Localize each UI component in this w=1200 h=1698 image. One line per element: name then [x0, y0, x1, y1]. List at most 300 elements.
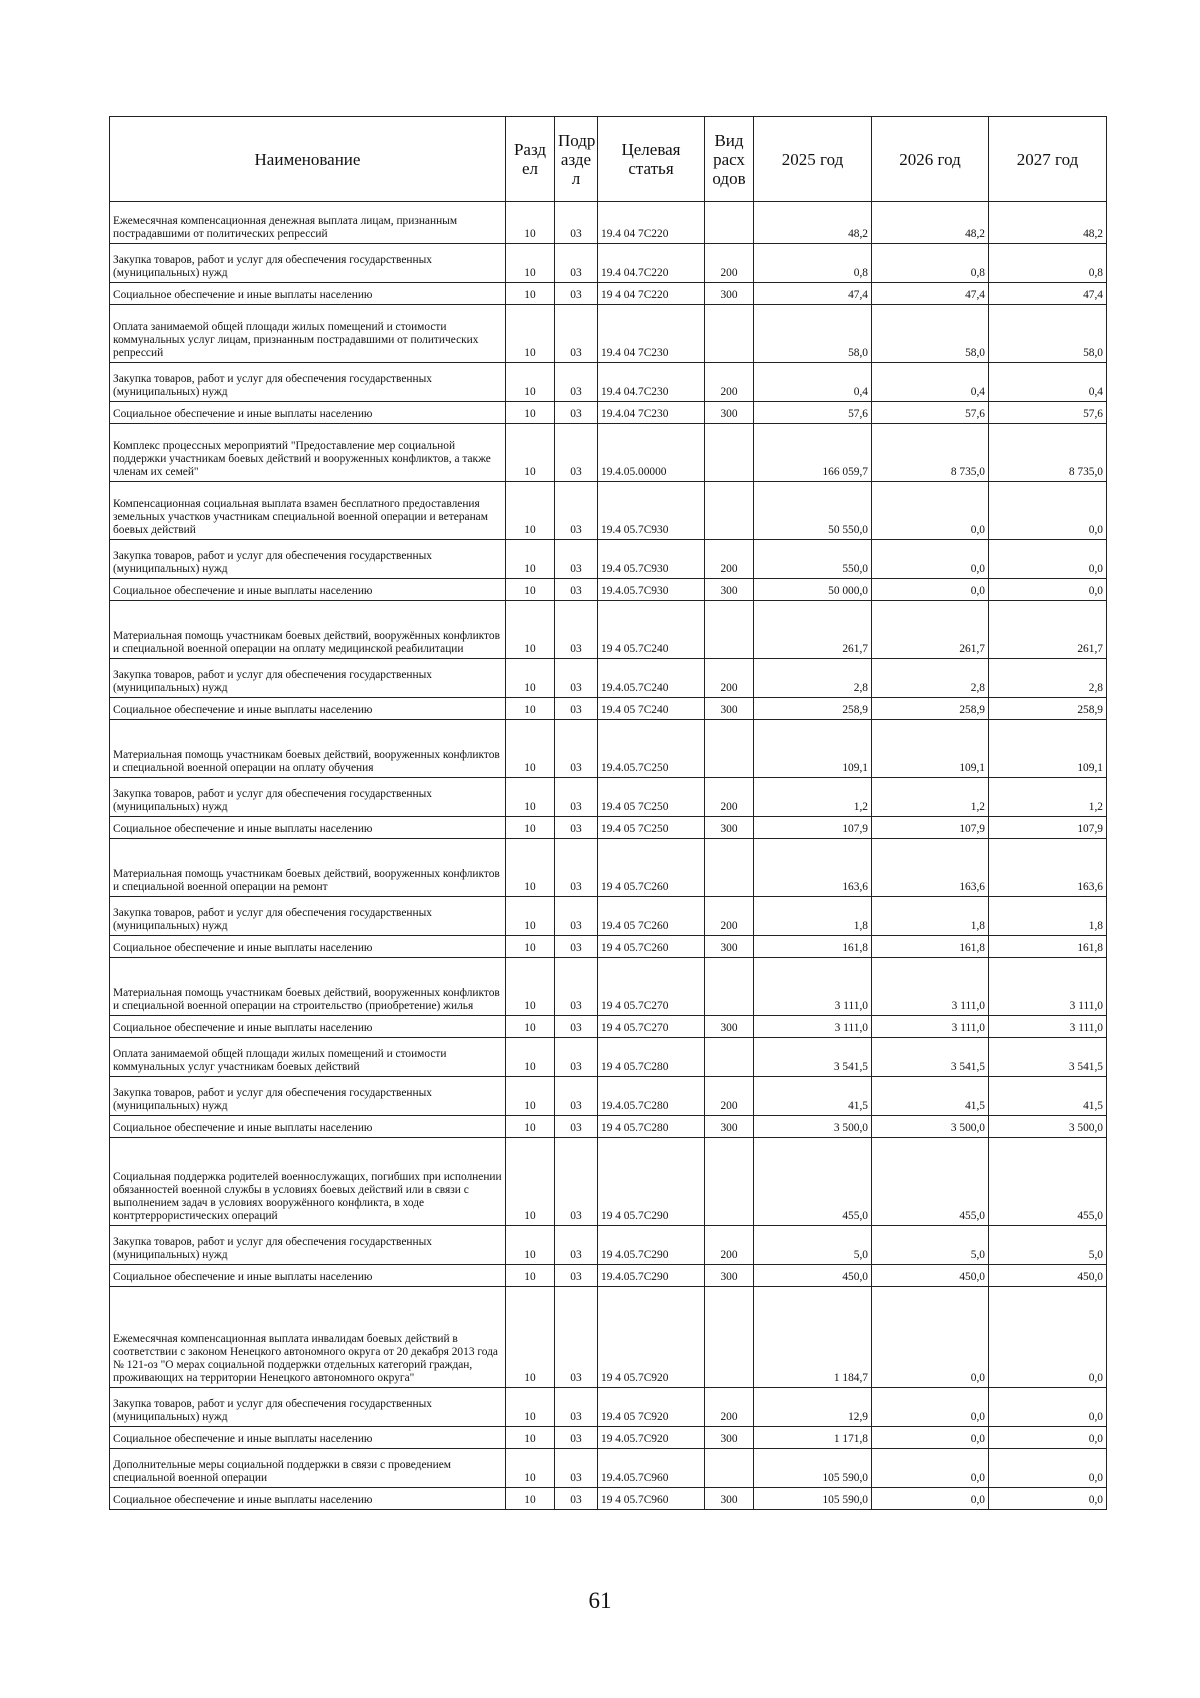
table-cell-section: 10: [506, 363, 555, 402]
table-row: [110, 482, 1107, 540]
table-cell-name: Социальное обеспечение и иные выплаты населению: [110, 1488, 506, 1510]
table-cell-target-article: 19 4 05.7С280: [598, 1038, 705, 1077]
table-cell-expense-type: 200: [705, 540, 754, 579]
table-cell-2025: 455,0: [754, 1138, 872, 1226]
table-row: [110, 202, 1107, 244]
table-row: [110, 659, 1107, 698]
header-subsection: Подр азде л: [555, 117, 598, 202]
table-cell-2026: 3 541,5: [872, 1038, 989, 1077]
table-cell-expense-type: 300: [705, 283, 754, 305]
table-cell-name: Закупка товаров, работ и услуг для обеспечения государственных (муниципальных) нужд: [110, 1388, 506, 1427]
table-cell-subsection: 03: [555, 1226, 598, 1265]
table-cell-2026: 0,0: [872, 1427, 989, 1449]
table-cell-2026: 8 735,0: [872, 424, 989, 482]
table-cell-expense-type: 200: [705, 778, 754, 817]
table-cell-2025: 0,4: [754, 363, 872, 402]
table-cell-expense-type: [705, 1138, 754, 1226]
table-cell-section: 10: [506, 402, 555, 424]
table-cell-subsection: 03: [555, 778, 598, 817]
table-cell-target-article: 19.4.05.7С290: [598, 1265, 705, 1287]
table-cell-subsection: 03: [555, 244, 598, 283]
table-cell-2027: 2,8: [989, 659, 1107, 698]
table-row: [110, 1449, 1107, 1488]
table-cell-section: 10: [506, 659, 555, 698]
table-cell-section: 10: [506, 1449, 555, 1488]
table-cell-section: 10: [506, 839, 555, 897]
table-cell-subsection: 03: [555, 1488, 598, 1510]
table-cell-name: Закупка товаров, работ и услуг для обеспечения государственных (муниципальных) нужд: [110, 897, 506, 936]
table-cell-target-article: 19.4.05.7С250: [598, 720, 705, 778]
table-cell-expense-type: [705, 482, 754, 540]
table-cell-name: Материальная помощь участникам боевых действий, вооружённых конфликтов и специальной военной операции на оплату медицинской реабилитации: [110, 601, 506, 659]
table-cell-section: 10: [506, 540, 555, 579]
table-cell-name: Оплата занимаемой общей площади жилых помещений и стоимости коммунальных услуг участникам боевых действий: [110, 1038, 506, 1077]
table-cell-subsection: 03: [555, 1449, 598, 1488]
header-expense-type: Вид расх одов: [705, 117, 754, 202]
table-cell-2026: 2,8: [872, 659, 989, 698]
table-cell-name: Социальная поддержка родителей военнослужащих, погибших при исполнении обязанностей военной службы в условиях боевых действий или в связи с выполнением задач в условиях вооружённого конфликта, в ходе контртеррористических операций: [110, 1138, 506, 1226]
table-cell-name: Оплата занимаемой общей площади жилых помещений и стоимости коммунальных услуг лицам, признанным пострадавшими от политических репрессий: [110, 305, 506, 363]
table-row: [110, 283, 1107, 305]
table-cell-2027: 3 541,5: [989, 1038, 1107, 1077]
header-target-article: Целевая статья: [598, 117, 705, 202]
table-cell-target-article: 19.4 05 7С250: [598, 778, 705, 817]
table-cell-expense-type: 300: [705, 817, 754, 839]
table-cell-section: 10: [506, 1226, 555, 1265]
table-cell-subsection: 03: [555, 424, 598, 482]
table-cell-name: Социальное обеспечение и иные выплаты населению: [110, 283, 506, 305]
table-cell-2027: 0,0: [989, 579, 1107, 601]
table-cell-2026: 455,0: [872, 1138, 989, 1226]
table-cell-expense-type: [705, 424, 754, 482]
table-cell-2027: 8 735,0: [989, 424, 1107, 482]
table-cell-2025: 3 500,0: [754, 1116, 872, 1138]
table-cell-2025: 105 590,0: [754, 1488, 872, 1510]
table-row: [110, 1116, 1107, 1138]
table-cell-target-article: 19 4 05.7С240: [598, 601, 705, 659]
table-cell-subsection: 03: [555, 897, 598, 936]
header-name: Наименование: [110, 117, 506, 202]
table-cell-2026: 3 111,0: [872, 1016, 989, 1038]
table-cell-subsection: 03: [555, 283, 598, 305]
table-cell-subsection: 03: [555, 1427, 598, 1449]
table-cell-target-article: 19.4 04 7С220: [598, 202, 705, 244]
table-cell-2027: 3 111,0: [989, 958, 1107, 1016]
table-cell-2025: 166 059,7: [754, 424, 872, 482]
table-cell-section: 10: [506, 958, 555, 1016]
table-cell-name: Социальное обеспечение и иные выплаты населению: [110, 1265, 506, 1287]
table-cell-2027: 261,7: [989, 601, 1107, 659]
table-cell-name: Социальное обеспечение и иные выплаты населению: [110, 402, 506, 424]
table-cell-target-article: 19.4.05.7С240: [598, 659, 705, 698]
table-cell-2027: 107,9: [989, 817, 1107, 839]
table-cell-2026: 0,0: [872, 540, 989, 579]
table-cell-name: Дополнительные меры социальной поддержки в связи с проведением специальной военной операции: [110, 1449, 506, 1488]
table-cell-target-article: 19 4 05.7С270: [598, 958, 705, 1016]
table-cell-section: 10: [506, 1488, 555, 1510]
table-cell-name: Закупка товаров, работ и услуг для обеспечения государственных (муниципальных) нужд: [110, 1077, 506, 1116]
table-row: [110, 958, 1107, 1016]
table-row: [110, 936, 1107, 958]
table-cell-section: 10: [506, 1427, 555, 1449]
table-cell-2027: 161,8: [989, 936, 1107, 958]
table-cell-2027: 3 500,0: [989, 1116, 1107, 1138]
table-cell-2026: 0,0: [872, 1388, 989, 1427]
table-cell-2025: 12,9: [754, 1388, 872, 1427]
table-cell-section: 10: [506, 579, 555, 601]
table-cell-target-article: 19.4 05 7С250: [598, 817, 705, 839]
table-row: [110, 778, 1107, 817]
table-cell-2027: 0,0: [989, 540, 1107, 579]
table-cell-2027: 0,0: [989, 1388, 1107, 1427]
table-cell-2026: 3 111,0: [872, 958, 989, 1016]
table-cell-2025: 3 111,0: [754, 1016, 872, 1038]
table-cell-2025: 48,2: [754, 202, 872, 244]
table-cell-section: 10: [506, 1016, 555, 1038]
table-cell-name: Материальная помощь участникам боевых действий, вооруженных конфликтов и специальной военной операции на строительство (приобретение) жилья: [110, 958, 506, 1016]
table-cell-2025: 107,9: [754, 817, 872, 839]
table-cell-2025: 3 541,5: [754, 1038, 872, 1077]
table-cell-2025: 1 184,7: [754, 1287, 872, 1388]
table-cell-name: Социальное обеспечение и иные выплаты населению: [110, 1427, 506, 1449]
table-cell-2027: 48,2: [989, 202, 1107, 244]
table-cell-2026: 163,6: [872, 839, 989, 897]
table-cell-subsection: 03: [555, 363, 598, 402]
table-cell-2025: 1,8: [754, 897, 872, 936]
table-cell-2027: 3 111,0: [989, 1016, 1107, 1038]
table-cell-expense-type: 300: [705, 1016, 754, 1038]
table-cell-target-article: 19 4.05.7С290: [598, 1226, 705, 1265]
table-cell-name: Компенсационная социальная выплата взамен бесплатного предоставления земельных участков участникам специальной военной операции и ветеранам боевых действий: [110, 482, 506, 540]
table-row: [110, 1016, 1107, 1038]
table-cell-2025: 105 590,0: [754, 1449, 872, 1488]
table-cell-expense-type: [705, 1287, 754, 1388]
table-cell-subsection: 03: [555, 1077, 598, 1116]
table-cell-section: 10: [506, 305, 555, 363]
table-cell-expense-type: [705, 1038, 754, 1077]
table-cell-subsection: 03: [555, 482, 598, 540]
table-cell-2027: 1,2: [989, 778, 1107, 817]
table-row: [110, 305, 1107, 363]
table-cell-2026: 258,9: [872, 698, 989, 720]
table-row: [110, 424, 1107, 482]
table-cell-name: Социальное обеспечение и иные выплаты населению: [110, 1016, 506, 1038]
table-cell-section: 10: [506, 1388, 555, 1427]
table-cell-expense-type: [705, 958, 754, 1016]
table-cell-subsection: 03: [555, 402, 598, 424]
table-cell-name: Материальная помощь участникам боевых действий, вооруженных конфликтов и специальной военной операции на ремонт: [110, 839, 506, 897]
table-cell-2025: 450,0: [754, 1265, 872, 1287]
table-cell-expense-type: 300: [705, 1265, 754, 1287]
table-cell-name: Материальная помощь участникам боевых действий, вооруженных конфликтов и специальной военной операции на оплату обучения: [110, 720, 506, 778]
table-cell-section: 10: [506, 482, 555, 540]
table-cell-target-article: 19.4 05 7С240: [598, 698, 705, 720]
table-cell-2027: 455,0: [989, 1138, 1107, 1226]
table-cell-target-article: 19 4 05.7С280: [598, 1116, 705, 1138]
table-cell-2027: 5,0: [989, 1226, 1107, 1265]
table-cell-target-article: 19 4 05.7С960: [598, 1488, 705, 1510]
table-cell-2025: 41,5: [754, 1077, 872, 1116]
table-cell-2026: 161,8: [872, 936, 989, 958]
table-cell-expense-type: 200: [705, 1226, 754, 1265]
table-cell-expense-type: 300: [705, 402, 754, 424]
table-row: [110, 1427, 1107, 1449]
table-cell-2027: 258,9: [989, 698, 1107, 720]
page-number: 61: [588, 1588, 612, 1613]
table-cell-expense-type: [705, 601, 754, 659]
table-cell-target-article: 19 4 05.7С260: [598, 839, 705, 897]
table-cell-2025: 261,7: [754, 601, 872, 659]
table-cell-2026: 0,4: [872, 363, 989, 402]
table-cell-section: 10: [506, 1287, 555, 1388]
table-cell-2027: 1,8: [989, 897, 1107, 936]
table-cell-2025: 0,8: [754, 244, 872, 283]
table-cell-name: Закупка товаров, работ и услуг для обеспечения государственных (муниципальных) нужд: [110, 1226, 506, 1265]
table-row: [110, 363, 1107, 402]
table-cell-2025: 109,1: [754, 720, 872, 778]
table-cell-name: Социальное обеспечение и иные выплаты населению: [110, 698, 506, 720]
table-cell-subsection: 03: [555, 936, 598, 958]
table-cell-subsection: 03: [555, 659, 598, 698]
table-cell-2026: 3 500,0: [872, 1116, 989, 1138]
table-row: [110, 402, 1107, 424]
table-cell-2026: 261,7: [872, 601, 989, 659]
table-cell-target-article: 19.4 04.7С220: [598, 244, 705, 283]
table-cell-2026: 41,5: [872, 1077, 989, 1116]
table-cell-2025: 258,9: [754, 698, 872, 720]
table-cell-subsection: 03: [555, 305, 598, 363]
table-cell-subsection: 03: [555, 1287, 598, 1388]
table-cell-2026: 0,0: [872, 1488, 989, 1510]
table-cell-subsection: 03: [555, 601, 598, 659]
table-cell-2025: 57,6: [754, 402, 872, 424]
table-cell-target-article: 19.4.05.7С930: [598, 579, 705, 601]
table-row: [110, 1287, 1107, 1388]
table-cell-section: 10: [506, 283, 555, 305]
table-cell-2026: 0,8: [872, 244, 989, 283]
table-cell-target-article: 19 4 05.7С260: [598, 936, 705, 958]
table-cell-target-article: 19.4.05.7С280: [598, 1077, 705, 1116]
table-cell-name: Ежемесячная компенсационная выплата инвалидам боевых действий в соответствии с законом Ненецкого автономного округа от 20 декабря 2013 года № 121-оз "О мерах социальной поддержки отдельных категорий граждан, проживающих на территории Ненецкого автономного округа": [110, 1287, 506, 1388]
table-cell-section: 10: [506, 1116, 555, 1138]
table-cell-2026: 5,0: [872, 1226, 989, 1265]
table-cell-2025: 161,8: [754, 936, 872, 958]
table-cell-section: 10: [506, 601, 555, 659]
table-cell-2027: 0,0: [989, 482, 1107, 540]
table-cell-expense-type: 300: [705, 1116, 754, 1138]
table-cell-2025: 50 550,0: [754, 482, 872, 540]
table-row: [110, 817, 1107, 839]
table-cell-2027: 0,0: [989, 1287, 1107, 1388]
table-cell-2025: 1 171,8: [754, 1427, 872, 1449]
table-cell-2025: 1,2: [754, 778, 872, 817]
table-row: [110, 1265, 1107, 1287]
table-cell-2027: 0,8: [989, 244, 1107, 283]
table-cell-expense-type: 200: [705, 1388, 754, 1427]
table-cell-name: Закупка товаров, работ и услуг для обеспечения государственных (муниципальных) нужд: [110, 778, 506, 817]
table-cell-2025: 47,4: [754, 283, 872, 305]
table-row: [110, 1138, 1107, 1226]
table-cell-2027: 0,0: [989, 1427, 1107, 1449]
budget-table-page: [109, 116, 1106, 1510]
table-cell-2027: 0,0: [989, 1449, 1107, 1488]
table-row: [110, 540, 1107, 579]
table-cell-expense-type: [705, 1449, 754, 1488]
table-row: [110, 698, 1107, 720]
table-cell-target-article: 19.4 04.7С230: [598, 363, 705, 402]
table-cell-2025: 2,8: [754, 659, 872, 698]
table-cell-2025: 50 000,0: [754, 579, 872, 601]
table-cell-name: Ежемесячная компенсационная денежная выплата лицам, признанным пострадавшими от политических репрессий: [110, 202, 506, 244]
table-cell-section: 10: [506, 1265, 555, 1287]
table-cell-target-article: 19.4.04 7С230: [598, 402, 705, 424]
table-cell-expense-type: 200: [705, 244, 754, 283]
table-cell-section: 10: [506, 202, 555, 244]
table-cell-section: 10: [506, 1138, 555, 1226]
header-year-2026: 2026 год: [872, 117, 989, 202]
table-cell-2026: 57,6: [872, 402, 989, 424]
table-cell-subsection: 03: [555, 1265, 598, 1287]
table-cell-2026: 58,0: [872, 305, 989, 363]
table-cell-section: 10: [506, 244, 555, 283]
table-row: [110, 897, 1107, 936]
header-section: Разд ел: [506, 117, 555, 202]
table-cell-2027: 58,0: [989, 305, 1107, 363]
table-cell-target-article: 19.4 04 7С230: [598, 305, 705, 363]
table-cell-expense-type: [705, 305, 754, 363]
table-cell-section: 10: [506, 936, 555, 958]
table-cell-expense-type: [705, 839, 754, 897]
table-cell-subsection: 03: [555, 1116, 598, 1138]
table-cell-expense-type: 300: [705, 936, 754, 958]
table-cell-expense-type: 200: [705, 363, 754, 402]
table-cell-2025: 3 111,0: [754, 958, 872, 1016]
table-cell-expense-type: 300: [705, 698, 754, 720]
table-cell-section: 10: [506, 897, 555, 936]
table-cell-subsection: 03: [555, 202, 598, 244]
table-cell-target-article: 19 4 04 7С220: [598, 283, 705, 305]
table-cell-subsection: 03: [555, 540, 598, 579]
header-year-2027: 2027 год: [989, 117, 1107, 202]
header-year-2025: 2025 год: [754, 117, 872, 202]
table-row: [110, 839, 1107, 897]
table-cell-subsection: 03: [555, 720, 598, 778]
table-row: [110, 1077, 1107, 1116]
table-cell-2026: 47,4: [872, 283, 989, 305]
table-body: [110, 202, 1107, 1510]
table-cell-target-article: 19.4 05.7С930: [598, 482, 705, 540]
table-row: [110, 1038, 1107, 1077]
table-cell-2027: 450,0: [989, 1265, 1107, 1287]
table-cell-name: Социальное обеспечение и иные выплаты населению: [110, 817, 506, 839]
table-cell-2027: 0,4: [989, 363, 1107, 402]
table-cell-2025: 163,6: [754, 839, 872, 897]
table-cell-name: Социальное обеспечение и иные выплаты населению: [110, 936, 506, 958]
table-cell-2026: 1,8: [872, 897, 989, 936]
table-cell-section: 10: [506, 778, 555, 817]
table-cell-2027: 109,1: [989, 720, 1107, 778]
table-cell-subsection: 03: [555, 839, 598, 897]
table-cell-section: 10: [506, 698, 555, 720]
table-cell-target-article: 19.4.05.7С960: [598, 1449, 705, 1488]
table-row: [110, 720, 1107, 778]
table-cell-expense-type: 200: [705, 659, 754, 698]
table-cell-target-article: 19 4 05.7С920: [598, 1287, 705, 1388]
table-cell-name: Социальное обеспечение и иные выплаты населению: [110, 579, 506, 601]
table-cell-expense-type: [705, 720, 754, 778]
table-cell-section: 10: [506, 1077, 555, 1116]
table-cell-target-article: 19.4 05 7С920: [598, 1388, 705, 1427]
table-row: [110, 601, 1107, 659]
table-cell-2027: 47,4: [989, 283, 1107, 305]
table-cell-expense-type: 300: [705, 579, 754, 601]
table-cell-subsection: 03: [555, 1038, 598, 1077]
table-cell-target-article: 19 4 05.7С290: [598, 1138, 705, 1226]
table-cell-2026: 0,0: [872, 1449, 989, 1488]
table-cell-subsection: 03: [555, 1016, 598, 1038]
table-cell-expense-type: [705, 202, 754, 244]
table-cell-2027: 57,6: [989, 402, 1107, 424]
table-cell-target-article: 19 4 05.7С270: [598, 1016, 705, 1038]
table-cell-name: Комплекс процессных мероприятий "Предоставление мер социальной поддержки участникам боевых действий и вооруженных конфликтов, а также членам их семей": [110, 424, 506, 482]
table-cell-section: 10: [506, 424, 555, 482]
table-cell-target-article: 19.4 05.7С930: [598, 540, 705, 579]
table-cell-2026: 0,0: [872, 1287, 989, 1388]
table-cell-2025: 5,0: [754, 1226, 872, 1265]
table-cell-2026: 0,0: [872, 579, 989, 601]
table-cell-expense-type: 300: [705, 1427, 754, 1449]
table-cell-2025: 58,0: [754, 305, 872, 363]
budget-table: [109, 116, 1107, 1510]
table-cell-2027: 41,5: [989, 1077, 1107, 1116]
table-cell-name: Социальное обеспечение и иные выплаты населению: [110, 1116, 506, 1138]
table-cell-name: Закупка товаров, работ и услуг для обеспечения государственных (муниципальных) нужд: [110, 540, 506, 579]
table-cell-section: 10: [506, 720, 555, 778]
table-cell-2025: 550,0: [754, 540, 872, 579]
table-cell-name: Закупка товаров, работ и услуг для обеспечения государственных (муниципальных) нужд: [110, 244, 506, 283]
table-header-row: [110, 117, 1107, 202]
table-cell-subsection: 03: [555, 579, 598, 601]
table-cell-subsection: 03: [555, 817, 598, 839]
table-row: [110, 1226, 1107, 1265]
table-cell-subsection: 03: [555, 958, 598, 1016]
table-cell-expense-type: 300: [705, 1488, 754, 1510]
table-cell-target-article: 19.4.05.00000: [598, 424, 705, 482]
table-cell-subsection: 03: [555, 1138, 598, 1226]
table-cell-target-article: 19.4 05 7С260: [598, 897, 705, 936]
table-cell-target-article: 19 4.05.7С920: [598, 1427, 705, 1449]
table-cell-subsection: 03: [555, 1388, 598, 1427]
table-cell-2026: 107,9: [872, 817, 989, 839]
table-cell-2026: 1,2: [872, 778, 989, 817]
table-cell-section: 10: [506, 1038, 555, 1077]
table-cell-2026: 109,1: [872, 720, 989, 778]
table-cell-section: 10: [506, 817, 555, 839]
table-cell-name: Закупка товаров, работ и услуг для обеспечения государственных (муниципальных) нужд: [110, 363, 506, 402]
table-cell-2026: 450,0: [872, 1265, 989, 1287]
table-cell-2027: 0,0: [989, 1488, 1107, 1510]
table-cell-subsection: 03: [555, 698, 598, 720]
table-cell-2027: 163,6: [989, 839, 1107, 897]
table-cell-2026: 48,2: [872, 202, 989, 244]
table-row: [110, 1488, 1107, 1510]
table-cell-2026: 0,0: [872, 482, 989, 540]
table-cell-expense-type: 200: [705, 1077, 754, 1116]
table-row: [110, 1388, 1107, 1427]
table-cell-expense-type: 200: [705, 897, 754, 936]
table-row: [110, 244, 1107, 283]
table-row: [110, 579, 1107, 601]
